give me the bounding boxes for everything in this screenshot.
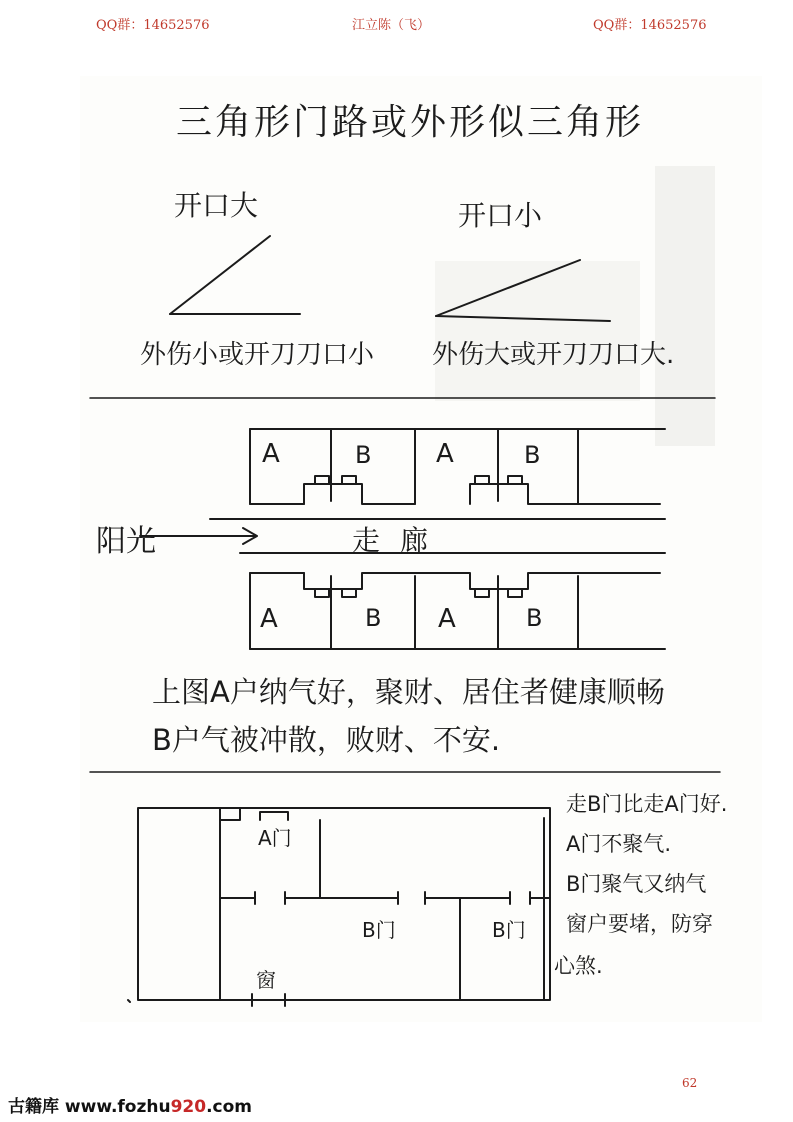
unit-top-3: A <box>436 439 454 469</box>
door-b-label-2: B门 <box>492 918 526 942</box>
door-a-label: A门 <box>258 826 292 850</box>
unit-bottom-3: A <box>438 604 456 634</box>
note-line-2: B户气被冲散，败财、不安. <box>152 723 501 757</box>
caption-narrow: 外伤大或开刀刀口大. <box>432 340 675 370</box>
unit-bottom-2: B <box>365 604 382 632</box>
unit-bottom-4: B <box>526 604 543 632</box>
unit-top-4: B <box>524 441 541 469</box>
plan-note-3: B门聚气又纳气 <box>566 872 707 896</box>
section1-title: 三角形门路或外形似三角形 <box>176 102 645 143</box>
page-number: 62 <box>682 1076 698 1090</box>
label-wide-open: 开口大 <box>174 189 259 222</box>
unit-top-1: A <box>262 439 280 469</box>
door-b-label-1: B门 <box>362 918 396 942</box>
building-top-row <box>250 429 665 504</box>
header-author: 江立陈（飞） <box>352 18 431 33</box>
window-label: 窗 <box>256 968 276 992</box>
plan-note-5: 心煞. <box>554 954 603 978</box>
plan-note-2: A门不聚气. <box>566 832 672 856</box>
label-narrow-open: 开口小 <box>458 199 543 232</box>
caption-wide: 外伤小或开刀刀口小 <box>140 340 375 370</box>
unit-bottom-1: A <box>260 604 278 634</box>
site-logo: 古籍库 www.fozhu920.com <box>8 1097 253 1117</box>
note-line-1: 上图A户纳气好，聚财、居住者健康顺畅 <box>152 675 665 709</box>
corridor-label: 走廊 <box>352 524 449 557</box>
unit-top-2: B <box>355 441 372 469</box>
scanned-page <box>80 76 762 1022</box>
sunlight-label: 阳光 <box>96 524 156 559</box>
header-qq-left: QQ群：14652576 <box>96 18 210 33</box>
floor-plan <box>128 808 550 1006</box>
angle-wide-open <box>170 236 300 314</box>
building-bottom-row <box>250 573 665 649</box>
plan-note-4: 窗户要堵，防穿 <box>566 912 713 936</box>
header-qq-right: QQ群：14652576 <box>593 18 707 33</box>
plan-note-1: 走B门比走A门好. <box>566 792 728 816</box>
